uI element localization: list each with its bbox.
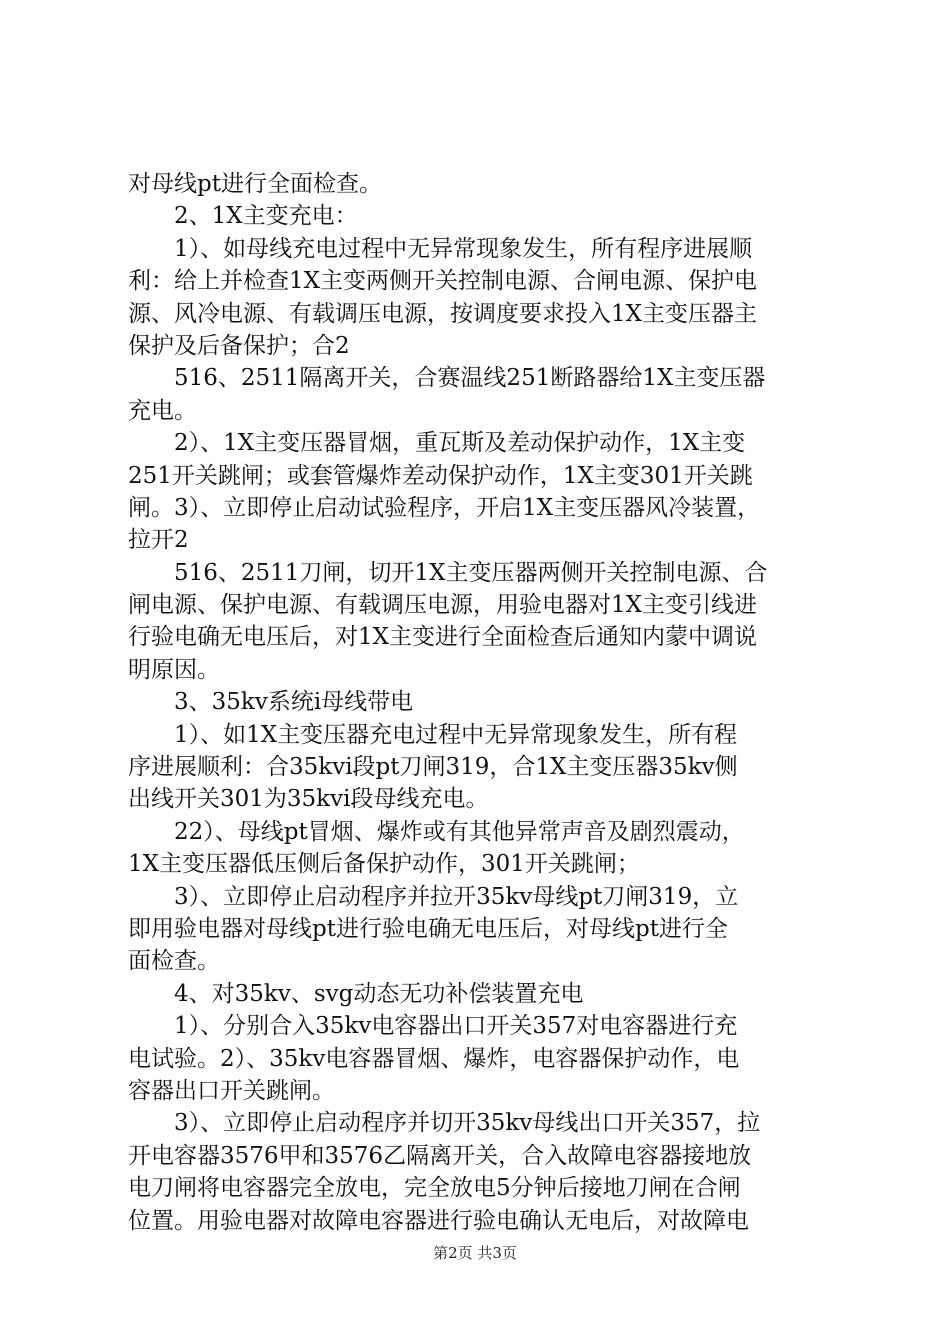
- text-line: 对母线pt进行全面检查。: [128, 171, 382, 197]
- text-line: 保护及后备保护；合2: [128, 332, 350, 359]
- text-line: 即用验电器对母线pt进行验电确无电压后，对母线pt进行全: [128, 915, 728, 942]
- text-line: 1）、如母线充电过程中无异常现象发生，所有程序进展顺: [128, 235, 753, 262]
- text-line: 2）、1X主变压器冒烟，重瓦斯及差动保护动作，1X主变: [128, 430, 746, 457]
- text-line: 3）、立即停止启动程序并拉开35kv母线pt刀闸319，立: [128, 883, 739, 910]
- text-line: 源、风冷电源、有载调压电源，按调度要求投入1X主变压器主: [128, 300, 758, 327]
- text-line: 出线开关301为35kvi段母线充电。: [128, 786, 489, 813]
- section-heading: 4、对35kv、svg动态无功补偿装置充电: [128, 980, 584, 1007]
- text-line: 1X主变压器低压侧后备保护动作，301开关跳闸；: [128, 851, 640, 878]
- text-line: 1）、如1X主变压器充电过程中无异常现象发生，所有程: [128, 721, 738, 748]
- text-line: 行验电确无电压后，对1X主变进行全面检查后通知内蒙中调说: [128, 624, 758, 651]
- text-line: 闸电源、保护电源、有载调压电源，用验电器对1X主变引线进: [128, 592, 758, 619]
- text-line: 电试验。2）、35kv电容器冒烟、爆炸，电容器保护动作，电: [128, 1045, 740, 1072]
- text-line: 开电容器3576甲和3576乙隔离开关，合入故障电容器接地放: [128, 1142, 752, 1169]
- section-heading: 2、1X主变充电：: [128, 203, 358, 230]
- section-heading: 3、35kv系统i母线带电: [128, 689, 414, 716]
- text-line: 251开关跳闸；或套管爆炸差动保护动作，1X主变301开关跳: [128, 462, 753, 489]
- page-number-footer: 第2页 共3页: [433, 1244, 517, 1262]
- text-line: 序进展顺利：合35kvi段pt刀闸319，合1X主变压器35kv侧: [128, 754, 738, 781]
- text-line: 明原因。: [128, 656, 220, 683]
- text-line: 516、2511刀闸，切开1X主变压器两侧开关控制电源、合: [128, 559, 768, 586]
- text-line: 1）、分别合入35kv电容器出口开关357对电容器进行充: [128, 1013, 738, 1040]
- text-line: 闸。3）、立即停止启动试验程序，开启1X主变压器风冷装置，: [128, 494, 761, 521]
- text-line: 3）、立即停止启动程序并切开35kv母线出口开关357，拉: [128, 1110, 761, 1137]
- text-line: 位置。用验电器对故障电容器进行验电确认无电后，对故障电: [128, 1207, 749, 1234]
- text-line: 充电。: [128, 397, 197, 424]
- text-line: 22）、母线pt冒烟、爆炸或有其他异常声音及剧烈震动，: [128, 818, 745, 845]
- text-line: 516、2511隔离开关，合赛温线251断路器给1X主变压器: [128, 365, 766, 392]
- text-line: 利：给上并检查1X主变两侧开关控制电源、合闸电源、保护电: [128, 268, 758, 295]
- text-line: 拉开2: [128, 527, 189, 554]
- text-line: 电刀闸将电容器完全放电，完全放电5分钟后接地刀闸在合闸: [128, 1175, 741, 1202]
- text-line: 面检查。: [128, 948, 220, 975]
- text-line: 容器出口开关跳闸。: [128, 1077, 335, 1104]
- document-body: [128, 168, 833, 1237]
